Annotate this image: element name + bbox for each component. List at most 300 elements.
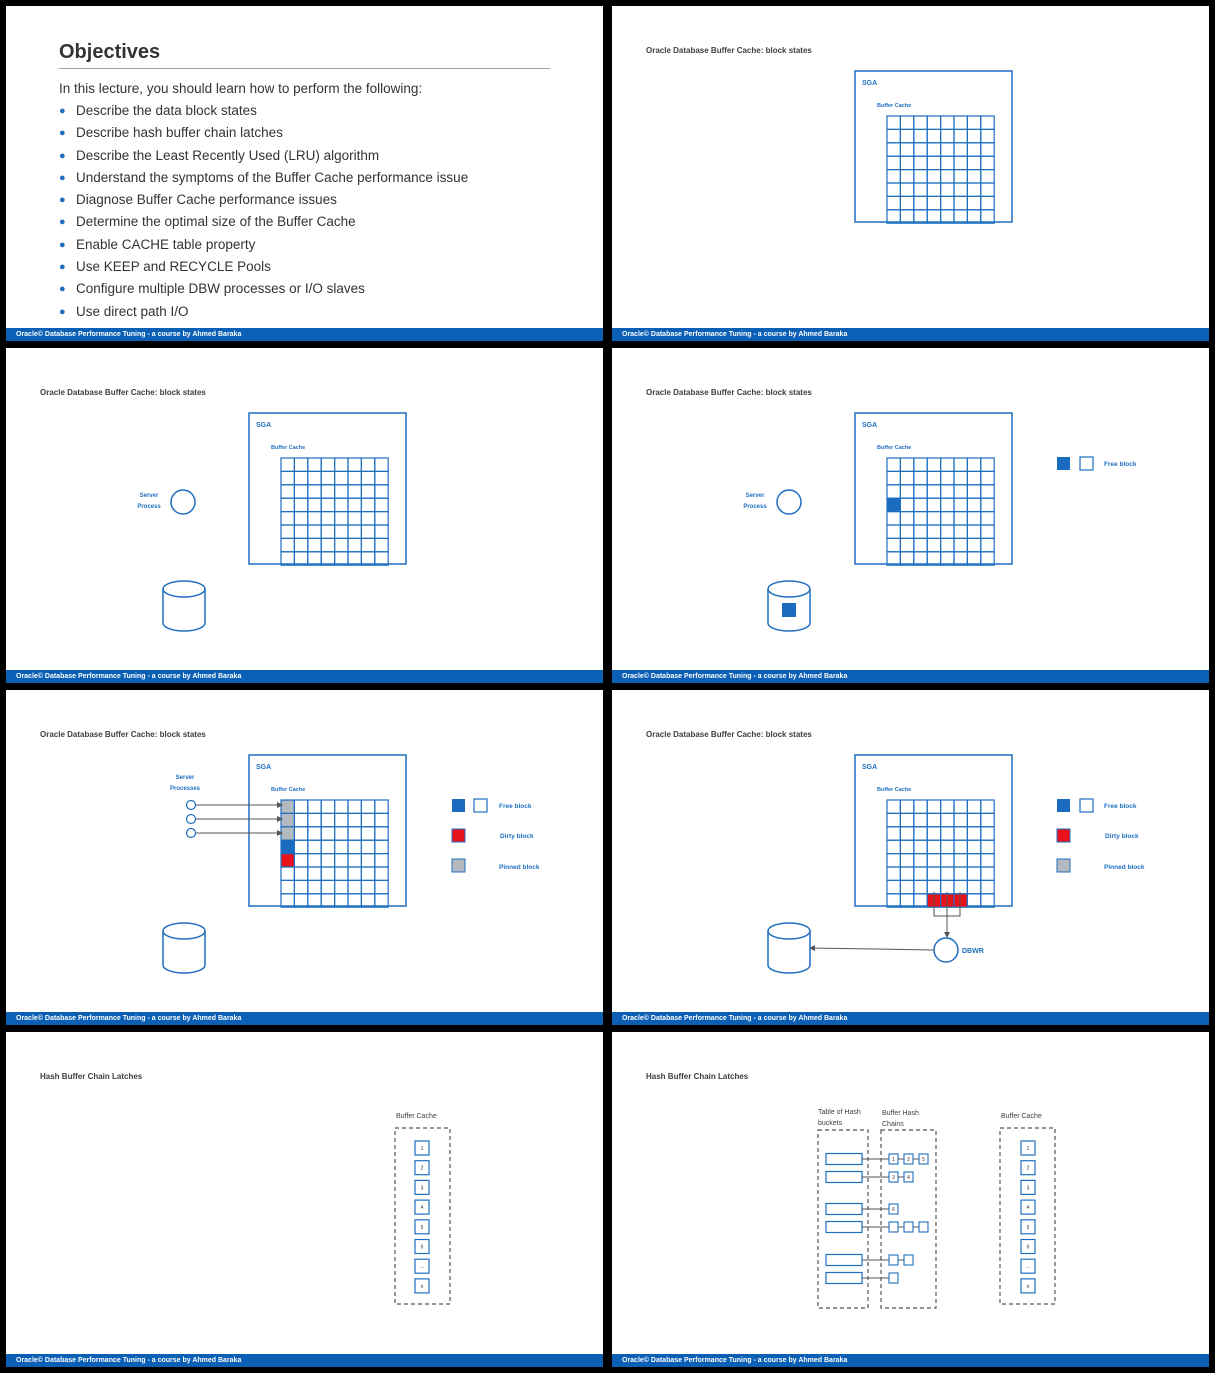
buffer-cell <box>927 116 940 129</box>
buffer-cell <box>914 552 927 565</box>
dirty-block-label: Dirty block <box>500 833 534 840</box>
objective-item: ● Enable CACHE table property <box>59 236 256 252</box>
buffer-cell <box>954 880 967 893</box>
hash-bucket <box>826 1204 862 1215</box>
buffer-cell <box>914 485 927 498</box>
buffer-cell <box>927 840 940 853</box>
slide-footer: Oracle© Database Performance Tuning - a course by Ahmed Baraka <box>6 1354 603 1367</box>
buffer-cell <box>887 512 900 525</box>
bullet-icon: ● <box>59 171 66 184</box>
buffer-cell <box>927 813 940 826</box>
buffer-cell <box>321 867 334 880</box>
buffer-cell <box>887 827 900 840</box>
buffer-cell <box>914 129 927 142</box>
buffer-cell <box>321 458 334 471</box>
buffer-cell <box>967 498 980 511</box>
objective-item: ● Describe hash buffer chain latches <box>59 125 283 141</box>
buffer-cell <box>941 498 954 511</box>
buffer-cell <box>900 458 913 471</box>
free-buffer-cell <box>887 498 900 511</box>
buffer-cell <box>281 552 294 565</box>
buffer-cell <box>900 538 913 551</box>
datafile-cylinder-icon <box>768 923 810 973</box>
buffer-cell <box>927 196 940 209</box>
buffer-cell <box>927 210 940 223</box>
sga-label: SGA <box>862 80 878 87</box>
buffer-cell <box>348 827 361 840</box>
buffer-cell <box>294 813 307 826</box>
buffer-cell <box>900 894 913 907</box>
buffer-cell <box>887 116 900 129</box>
slide-footer: Oracle© Database Performance Tuning - a course by Ahmed Baraka <box>6 670 603 683</box>
buffer-cell <box>914 196 927 209</box>
buffer-cell <box>375 458 388 471</box>
slide-title: Oracle Database Buffer Cache: block states <box>40 730 206 739</box>
buffer-cell <box>941 129 954 142</box>
buffer-cell <box>361 512 374 525</box>
buffer-cell <box>967 525 980 538</box>
buffer-cell <box>927 512 940 525</box>
buffer-cell <box>294 512 307 525</box>
buffer-cell <box>335 485 348 498</box>
dbwr-label: DBWR <box>962 948 984 955</box>
hash-buckets-label: Table of Hash <box>818 1109 861 1116</box>
sga-box <box>855 71 1012 222</box>
buffer-cell <box>335 894 348 907</box>
chain-buffer-label: 1 <box>892 1157 895 1163</box>
buffer-cell <box>941 538 954 551</box>
buffer-cache-label: Buffer Cache <box>396 1113 437 1120</box>
chain-buffer-label: 6 <box>892 1207 895 1213</box>
buffer-cache-label: Buffer Cache <box>877 787 912 793</box>
chain-buffer-label: 4 <box>907 1175 910 1181</box>
sga-box <box>249 755 406 906</box>
buffer-cell <box>335 498 348 511</box>
buffer-cell <box>294 552 307 565</box>
buffer-item-label: 1 <box>1026 1146 1030 1152</box>
hash-chains-label: Buffer Hash <box>882 1110 919 1117</box>
buffer-cell <box>361 813 374 826</box>
sga-box <box>249 413 406 564</box>
buffer-item-label: 6 <box>1026 1244 1030 1251</box>
slide-footer: Oracle© Database Performance Tuning - a course by Ahmed Baraka <box>612 670 1209 683</box>
bullet-icon: ● <box>59 216 66 229</box>
buffer-cell <box>954 156 967 169</box>
buffer-cell <box>954 471 967 484</box>
buffer-cell <box>335 458 348 471</box>
buffer-cache-label: Buffer Cache <box>1001 1113 1042 1120</box>
buffer-cell <box>887 170 900 183</box>
slide-block-states-free <box>612 348 1209 683</box>
slide-title: Oracle Database Buffer Cache: block states <box>646 730 812 739</box>
buffer-cell <box>967 538 980 551</box>
buffer-cell <box>981 880 994 893</box>
buffer-cell <box>900 800 913 813</box>
slide-footer: Oracle© Database Performance Tuning - a course by Ahmed Baraka <box>612 1012 1209 1025</box>
buffer-cell <box>308 458 321 471</box>
diagram <box>6 1032 603 1367</box>
buffer-cell <box>281 512 294 525</box>
buffer-cell <box>954 143 967 156</box>
buffer-cell <box>375 525 388 538</box>
buffer-cell <box>967 512 980 525</box>
buffer-cell <box>954 116 967 129</box>
buffer-cell <box>941 840 954 853</box>
buffer-cell <box>900 129 913 142</box>
buffer-cell <box>321 854 334 867</box>
buffer-cell <box>335 538 348 551</box>
buffer-cell <box>308 813 321 826</box>
buffer-cache-label: Buffer Cache <box>271 787 306 793</box>
buffer-cell <box>335 867 348 880</box>
buffer-cell <box>281 485 294 498</box>
buffer-cell <box>900 116 913 129</box>
buffer-cell <box>361 880 374 893</box>
buffer-cell <box>927 827 940 840</box>
buffer-cache-grid <box>887 800 994 907</box>
buffer-cell <box>981 156 994 169</box>
buffer-cell <box>375 894 388 907</box>
buffer-cell <box>927 800 940 813</box>
buffer-cell <box>321 894 334 907</box>
buffer-cell <box>927 170 940 183</box>
buffer-cell <box>981 183 994 196</box>
buffer-cell <box>335 813 348 826</box>
sga-label: SGA <box>862 764 878 771</box>
slide-footer: Oracle© Database Performance Tuning - a course by Ahmed Baraka <box>6 1012 603 1025</box>
chain-buffer-header <box>889 1255 898 1265</box>
buffer-cell <box>348 471 361 484</box>
buffer-cell <box>900 170 913 183</box>
buffer-cache-label: Buffer Cache <box>877 445 912 451</box>
objective-item: ● Configure multiple DBW processes or I/O slaves <box>59 281 365 297</box>
buffer-item-label: n <box>420 1283 424 1290</box>
buffer-cell <box>887 840 900 853</box>
buffer-cell <box>294 880 307 893</box>
buffer-cell <box>321 471 334 484</box>
buffer-cell <box>375 867 388 880</box>
buffer-cell <box>887 196 900 209</box>
buffer-cell <box>981 129 994 142</box>
buffer-cell <box>941 170 954 183</box>
buffer-cell <box>900 840 913 853</box>
buffer-cell <box>941 827 954 840</box>
buffer-cell <box>294 800 307 813</box>
server-processes-label: Server <box>175 775 195 781</box>
free-block-label: Free block <box>1104 461 1137 468</box>
objective-item: ● Use KEEP and RECYCLE Pools <box>59 259 271 275</box>
objective-item: ● Describe the Least Recently Used (LRU) algorithm <box>59 147 380 163</box>
buffer-cell <box>967 458 980 471</box>
server-process-label: Process <box>743 504 767 510</box>
buffer-cell <box>887 552 900 565</box>
slide-title: Oracle Database Buffer Cache: block states <box>40 388 206 397</box>
buffer-cell <box>914 800 927 813</box>
buffer-cell <box>321 880 334 893</box>
buffer-cell <box>927 880 940 893</box>
server-process-label: Server <box>745 493 765 499</box>
buffer-cache-label: Buffer Cache <box>271 445 306 451</box>
bullet-icon: ● <box>59 105 66 117</box>
buffer-cell <box>981 196 994 209</box>
buffer-cell <box>914 156 927 169</box>
buffer-cell <box>900 512 913 525</box>
buffer-cell <box>348 894 361 907</box>
buffer-cell <box>914 813 927 826</box>
buffer-cell <box>914 170 927 183</box>
buffer-cell <box>954 800 967 813</box>
buffer-cell <box>981 800 994 813</box>
buffer-cell <box>981 210 994 223</box>
buffer-cell <box>914 840 927 853</box>
buffer-cell <box>308 827 321 840</box>
buffer-cell <box>361 552 374 565</box>
buffer-cell <box>967 840 980 853</box>
sga-label: SGA <box>256 422 272 429</box>
buffer-cell <box>900 156 913 169</box>
slide-footer: Oracle© Database Performance Tuning - a course by Ahmed Baraka <box>612 1354 1209 1367</box>
diagram <box>612 348 1209 683</box>
buffer-cell <box>348 880 361 893</box>
sga-label: SGA <box>862 422 878 429</box>
buffer-cell <box>981 538 994 551</box>
bullet-icon: ● <box>59 127 66 140</box>
buffer-cell <box>900 210 913 223</box>
chain-buffer-header <box>904 1222 913 1232</box>
hash-bucket <box>826 1154 862 1165</box>
buffer-cell <box>914 538 927 551</box>
buffer-cell <box>981 116 994 129</box>
buffer-cell <box>900 827 913 840</box>
buffer-cell <box>308 894 321 907</box>
buffer-cell <box>954 183 967 196</box>
sga-label: SGA <box>256 764 272 771</box>
free-buffer-cell <box>281 840 294 853</box>
buffer-cell <box>967 894 980 907</box>
buffer-cell <box>967 116 980 129</box>
buffer-cell <box>335 840 348 853</box>
buffer-cell <box>294 894 307 907</box>
pinned-buffer-cell <box>281 827 294 840</box>
objectives-list <box>59 103 468 326</box>
buffer-cell <box>927 183 940 196</box>
datafile-cylinder-icon <box>163 923 205 973</box>
buffer-cell <box>941 512 954 525</box>
buffer-item-label: 3 <box>1026 1185 1030 1192</box>
slide-title: Oracle Database Buffer Cache: block states <box>646 46 812 55</box>
buffer-cell <box>981 827 994 840</box>
buffer-cell <box>967 552 980 565</box>
buffer-cell <box>361 840 374 853</box>
buffer-cell <box>294 538 307 551</box>
buffer-cell <box>927 525 940 538</box>
buffer-cell <box>887 867 900 880</box>
free-block-legend-empty <box>1080 457 1093 470</box>
buffer-cell <box>321 840 334 853</box>
buffer-cell <box>900 525 913 538</box>
buffer-cell <box>335 471 348 484</box>
datafile-cylinder-icon <box>768 581 810 631</box>
buffer-cell <box>941 471 954 484</box>
buffer-cell <box>967 485 980 498</box>
server-process-icon <box>187 829 196 838</box>
chain-buffer-header <box>904 1255 913 1265</box>
pinned-block-legend <box>1057 859 1070 872</box>
buffer-cell <box>321 512 334 525</box>
buffer-cell <box>308 525 321 538</box>
buffer-cell <box>321 538 334 551</box>
buffer-cell <box>981 498 994 511</box>
bullet-icon: ● <box>59 149 66 162</box>
buffer-cell <box>294 840 307 853</box>
buffer-cell <box>967 867 980 880</box>
buffer-cell <box>281 498 294 511</box>
buffer-cell <box>927 471 940 484</box>
buffer-cache-list <box>415 1141 429 1293</box>
bullet-icon: ● <box>59 283 66 296</box>
pinned-block-legend <box>452 859 465 872</box>
buffer-cell <box>281 894 294 907</box>
buffer-cell <box>294 867 307 880</box>
free-block-label: Free block <box>499 803 532 810</box>
chain-buffer-header <box>889 1222 898 1232</box>
buffer-cell <box>954 525 967 538</box>
buffer-cell <box>927 867 940 880</box>
buffer-cell <box>941 210 954 223</box>
buffer-cell <box>967 854 980 867</box>
diagram <box>612 690 1209 1025</box>
buffer-cell <box>981 894 994 907</box>
buffer-cell <box>308 840 321 853</box>
buffer-cell <box>887 538 900 551</box>
diagram <box>6 348 603 683</box>
buffer-cell <box>361 525 374 538</box>
buffer-item-label: 3 <box>420 1185 424 1192</box>
buffer-cell <box>954 129 967 142</box>
buffer-cell <box>361 800 374 813</box>
dirty-buffer-cell <box>281 854 294 867</box>
slide-block-states-sga <box>612 6 1209 341</box>
buffer-cell <box>927 485 940 498</box>
buffer-item-label: 2 <box>1026 1165 1030 1172</box>
objective-item: ● Describe the data block states <box>59 103 257 118</box>
block-icon <box>782 603 796 617</box>
buffer-cell <box>375 880 388 893</box>
hash-bucket <box>826 1255 862 1266</box>
free-block-legend-filled <box>1057 799 1070 812</box>
buffer-cell <box>914 525 927 538</box>
buffer-cell <box>914 458 927 471</box>
hash-chains-label: Chains <box>882 1121 904 1128</box>
buffer-cell <box>927 156 940 169</box>
chain-buffer-header <box>919 1222 928 1232</box>
buffer-cell <box>281 538 294 551</box>
buffer-cell <box>321 498 334 511</box>
buffer-cell <box>981 485 994 498</box>
buffer-cell <box>981 458 994 471</box>
buffer-cell <box>308 512 321 525</box>
buffer-cell <box>335 552 348 565</box>
slide-title: Hash Buffer Chain Latches <box>646 1072 749 1081</box>
buffer-cell <box>308 800 321 813</box>
buffer-cell <box>308 854 321 867</box>
buffer-cell <box>927 143 940 156</box>
buffer-cell <box>348 485 361 498</box>
buffer-cell <box>375 485 388 498</box>
buffer-cell <box>321 800 334 813</box>
buffer-cell <box>348 525 361 538</box>
buffer-cell <box>335 827 348 840</box>
buffer-cell <box>941 485 954 498</box>
buffer-cell <box>321 552 334 565</box>
buffer-cell <box>294 827 307 840</box>
server-process-icon <box>187 815 196 824</box>
buffer-cell <box>954 512 967 525</box>
sga-box <box>855 413 1012 564</box>
buffer-cell <box>294 458 307 471</box>
buffer-cell <box>375 538 388 551</box>
buffer-cell <box>887 880 900 893</box>
slide-footer: Oracle© Database Performance Tuning - a course by Ahmed Baraka <box>612 328 1209 341</box>
buffer-cell <box>361 894 374 907</box>
buffer-cell <box>321 827 334 840</box>
buffer-cell <box>914 183 927 196</box>
buffer-cell <box>914 143 927 156</box>
buffer-item-label: 5 <box>420 1224 424 1231</box>
buffer-cell <box>900 813 913 826</box>
buffer-cell <box>321 813 334 826</box>
buffer-cell <box>954 538 967 551</box>
buffer-cell <box>914 880 927 893</box>
buffer-cell <box>348 867 361 880</box>
buffer-cell <box>348 538 361 551</box>
buffer-cell <box>308 880 321 893</box>
slide-hash-chains <box>612 1032 1209 1367</box>
buffer-cell <box>335 854 348 867</box>
buffer-cache-list <box>1021 1141 1035 1293</box>
bullet-icon: ● <box>59 194 66 207</box>
buffer-cell <box>348 512 361 525</box>
chain-buffer-label: 5 <box>922 1157 925 1163</box>
buffer-cell <box>941 813 954 826</box>
buffer-cell <box>887 485 900 498</box>
buffer-cell <box>281 458 294 471</box>
buffer-cell <box>348 854 361 867</box>
buffer-cell <box>967 827 980 840</box>
buffer-cell <box>914 827 927 840</box>
buffer-cache-grid <box>281 800 388 907</box>
buffer-cell <box>941 143 954 156</box>
buffer-cell <box>941 854 954 867</box>
buffer-cell <box>361 471 374 484</box>
buffer-cache-grid <box>281 458 388 565</box>
buffer-cell <box>361 854 374 867</box>
buffer-cell <box>308 498 321 511</box>
buffer-cell <box>375 512 388 525</box>
sga-box <box>855 755 1012 906</box>
slide-title: Oracle Database Buffer Cache: block states <box>646 388 812 397</box>
buffer-item-label: 5 <box>1026 1224 1030 1231</box>
buffer-cache-grid <box>887 116 994 223</box>
server-process-icon <box>171 490 195 514</box>
buffer-cell <box>294 854 307 867</box>
buffer-cell <box>927 538 940 551</box>
buffer-cell <box>914 116 927 129</box>
buffer-cell <box>900 183 913 196</box>
buffer-cell <box>941 525 954 538</box>
buffer-cell <box>967 800 980 813</box>
buffer-cell <box>294 471 307 484</box>
